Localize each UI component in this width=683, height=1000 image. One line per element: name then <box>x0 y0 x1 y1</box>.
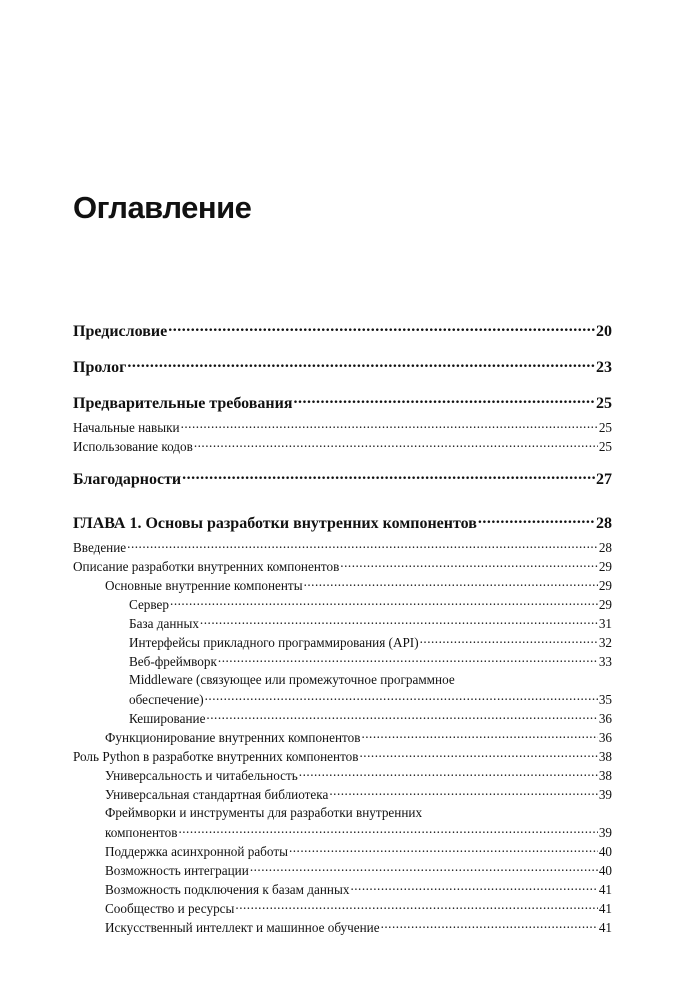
toc-entry-page: 36 <box>598 711 612 727</box>
toc-entry-label: ГЛАВА 1. Основы разработки внутренних компонентов <box>73 515 477 532</box>
toc-leader-dots <box>127 356 595 372</box>
toc-entry-label: Универсальная стандартная библиотека <box>105 787 329 803</box>
toc-leader-dots <box>235 900 597 913</box>
toc-leader-dots <box>170 596 598 609</box>
toc-entry-label: Роль Python в разработке внутренних компонентов <box>73 749 359 765</box>
toc-entry[interactable] <box>105 786 612 803</box>
toc-entry[interactable] <box>105 862 612 879</box>
toc-entry-page: 40 <box>598 863 612 879</box>
toc-entry-page: 31 <box>598 616 612 632</box>
toc-entry[interactable] <box>73 392 612 413</box>
toc-leader-dots <box>205 691 598 704</box>
toc-entry-page: 39 <box>598 787 612 803</box>
toc-entry[interactable] <box>73 539 612 556</box>
toc-leader-dots <box>350 881 597 894</box>
toc-entry-label: Поддержка асинхронной работы <box>105 844 288 860</box>
toc-leader-dots <box>340 558 598 571</box>
toc-leader-dots <box>293 392 595 408</box>
toc-leader-dots <box>304 577 598 590</box>
toc-entry-label: Возможность интеграции <box>105 863 249 879</box>
toc-leader-dots <box>329 786 597 799</box>
toc-entry[interactable] <box>105 881 612 898</box>
toc-entry[interactable] <box>105 577 612 594</box>
toc-entry-label: Пролог <box>73 359 127 376</box>
toc-leader-dots <box>194 438 598 451</box>
toc-leader-dots <box>127 539 598 552</box>
toc-entry-label: Сообщество и ресурсы <box>105 901 235 917</box>
toc-entry-page: 29 <box>598 559 612 575</box>
toc-entry-page: 38 <box>598 768 612 784</box>
toc-entry-label: Предварительные требования <box>73 395 293 412</box>
toc-entry[interactable] <box>105 767 612 784</box>
toc-entry-page: 28 <box>596 515 612 532</box>
toc-entry[interactable] <box>129 615 612 632</box>
toc-entry[interactable] <box>129 710 612 727</box>
toc-entry[interactable] <box>129 596 612 613</box>
toc-leader-dots <box>182 468 595 484</box>
toc-entry-label: Функционирование внутренних компонентов <box>105 730 361 746</box>
toc-entry-page: 28 <box>598 540 612 556</box>
toc-entry[interactable] <box>73 748 612 765</box>
toc-entry-page: 29 <box>598 578 612 594</box>
toc-leader-dots <box>218 653 598 666</box>
toc-entry-page: 35 <box>598 692 612 708</box>
toc-entry-page: 25 <box>598 420 612 436</box>
toc-entry-label: Искусственный интеллект и машинное обучение <box>105 920 380 936</box>
toc-entry-page: 40 <box>598 844 612 860</box>
toc-entry-page: 25 <box>598 439 612 455</box>
toc-entry-label: Описание разработки внутренних компонентов <box>73 559 340 575</box>
toc-entry-page: 29 <box>598 597 612 613</box>
toc-entry-page: 41 <box>598 901 612 917</box>
toc-leader-dots <box>200 615 598 628</box>
toc-entry[interactable] <box>129 691 612 708</box>
toc-entry[interactable] <box>73 468 612 489</box>
toc-leader-dots <box>178 824 597 837</box>
toc-leader-dots <box>181 419 598 432</box>
toc-entry-label: Интерфейсы прикладного программирования (API) <box>129 635 419 651</box>
toc-entry-label: Веб-фреймворк <box>129 654 217 670</box>
toc-entry-label: Использование кодов <box>73 439 193 455</box>
toc-leader-dots <box>299 767 598 780</box>
toc-entry-page: 25 <box>596 395 612 412</box>
toc-entry-page: 33 <box>598 654 612 670</box>
toc-entry-page: 41 <box>598 920 612 936</box>
toc-entry-page: 36 <box>598 730 612 746</box>
toc-entry-page: 23 <box>596 359 612 376</box>
toc-leader-dots <box>250 862 598 875</box>
toc-entry-page: 20 <box>596 323 612 340</box>
toc-entry-label-line1: Фреймворки и инструменты для разработки внутренних <box>105 805 423 820</box>
toc-entry-page: 41 <box>598 882 612 898</box>
toc-leader-dots <box>420 634 598 647</box>
toc-entry[interactable] <box>105 729 612 746</box>
toc-entry[interactable] <box>73 512 612 533</box>
toc-leader-dots <box>206 710 597 723</box>
toc-entry[interactable] <box>73 356 612 377</box>
toc-entry[interactable] <box>129 653 612 670</box>
toc-entry[interactable] <box>129 634 612 651</box>
toc-leader-dots <box>361 729 597 742</box>
toc-entry[interactable] <box>73 320 612 341</box>
toc-entry-label: компонентов <box>105 825 178 841</box>
toc-entry-page: 32 <box>598 635 612 651</box>
toc-entry-label: Универсальность и читабельность <box>105 768 298 784</box>
toc-entry-label: База данных <box>129 616 199 632</box>
toc-leader-dots <box>360 748 598 761</box>
toc-entry-label: обеспечение) <box>129 692 204 708</box>
page-title: Оглавление <box>73 190 252 225</box>
toc-entry[interactable] <box>73 419 612 436</box>
toc-entry-label: Сервер <box>129 597 170 613</box>
toc-entry[interactable] <box>105 919 612 936</box>
toc-entry[interactable] <box>105 843 612 860</box>
toc-entry-label: Начальные навыки <box>73 420 180 436</box>
toc-leader-dots <box>478 512 595 528</box>
toc-entry-label-line1: Middleware (связующее или промежуточное программное <box>129 672 455 687</box>
toc-entry-page: 27 <box>596 471 612 488</box>
toc-entry[interactable] <box>73 558 612 575</box>
toc-entry-label: Возможность подключения к базам данных <box>105 882 350 898</box>
toc-entry-page: 38 <box>598 749 612 765</box>
toc-entry[interactable] <box>105 900 612 917</box>
toc-entry[interactable] <box>73 438 612 455</box>
toc-entry-label: Введение <box>73 540 127 556</box>
toc-entry-label: Предисловие <box>73 323 168 340</box>
toc-leader-dots <box>381 919 598 932</box>
toc-entry-label: Кеширование <box>129 711 206 727</box>
toc-entry-label: Основные внутренние компоненты <box>105 578 303 594</box>
toc-entry-label: Благодарности <box>73 471 182 488</box>
toc-entry[interactable] <box>105 824 612 841</box>
toc-leader-dots <box>168 320 595 336</box>
toc-entry-page: 39 <box>598 825 612 841</box>
toc-leader-dots <box>289 843 598 856</box>
